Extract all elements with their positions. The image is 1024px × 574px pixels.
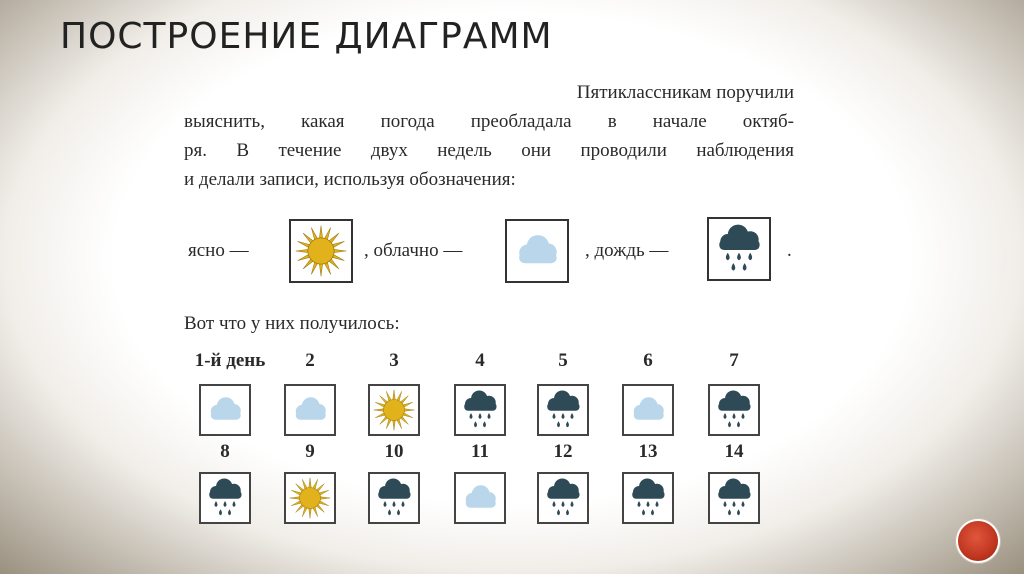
rain-cloud-icon <box>370 474 418 522</box>
legend-rain-label: , дождь — <box>585 240 669 261</box>
day-weather-cell <box>537 472 589 524</box>
rain-cloud-icon <box>539 386 587 434</box>
task-paragraph <box>184 78 794 194</box>
day-label: 8 <box>220 441 230 462</box>
day-label: 6 <box>643 350 653 371</box>
task-line-1: Пятиклассникам поручили <box>576 82 794 103</box>
day-label: 3 <box>389 350 399 371</box>
day-weather-cell <box>622 472 674 524</box>
legend-cloudy-box <box>505 219 569 283</box>
legend-end-mark: . <box>787 240 792 261</box>
next-slide-button[interactable] <box>958 521 998 561</box>
cloud-icon <box>456 474 504 522</box>
day-label: 13 <box>638 441 658 462</box>
day-weather-cell <box>284 472 336 524</box>
day-weather-cell <box>199 472 251 524</box>
day-weather-cell <box>454 472 506 524</box>
rain-cloud-icon <box>709 219 769 279</box>
day-weather-cell <box>368 472 420 524</box>
sun-icon <box>370 386 418 434</box>
day-label: 4 <box>475 350 485 371</box>
day-label: 10 <box>384 441 404 462</box>
sun-icon <box>286 474 334 522</box>
rain-cloud-icon <box>456 386 504 434</box>
day-label: 7 <box>729 350 739 371</box>
slide-title: ПОСТРОЕНИЕ ДИАГРАММ <box>60 16 553 57</box>
legend-cloudy-label: , облачно — <box>364 240 463 261</box>
day-weather-cell <box>284 384 336 436</box>
day-weather-cell <box>537 384 589 436</box>
task-line-4: и делали записи, используя обозначения: <box>184 169 516 190</box>
result-intro-text: Вот что у них получилось: <box>184 313 400 334</box>
day-label: 12 <box>553 441 573 462</box>
rain-cloud-icon <box>539 474 587 522</box>
day-label: 5 <box>558 350 568 371</box>
sun-icon <box>291 221 351 281</box>
legend-rain-box <box>707 217 771 281</box>
day-weather-cell <box>622 384 674 436</box>
task-line-3: ря. В течение двух недель они проводили наблюдения <box>184 140 794 161</box>
legend-clear-label: ясно — <box>188 240 249 261</box>
cloud-icon <box>624 386 672 434</box>
day-weather-cell <box>368 384 420 436</box>
day-label: 2 <box>305 350 315 371</box>
legend-clear-box <box>289 219 353 283</box>
day-weather-cell <box>454 384 506 436</box>
rain-cloud-icon <box>201 474 249 522</box>
cloud-icon <box>286 386 334 434</box>
cloud-icon <box>507 221 567 281</box>
day-weather-cell <box>708 384 760 436</box>
task-line-2: выяснить, какая погода преобладала в начале октяб- <box>184 111 794 132</box>
day-label: 11 <box>471 441 489 462</box>
day-label: 1-й день <box>194 350 266 371</box>
day-weather-cell <box>708 472 760 524</box>
rain-cloud-icon <box>624 474 672 522</box>
day-label: 14 <box>724 441 744 462</box>
day-label: 9 <box>305 441 315 462</box>
rain-cloud-icon <box>710 386 758 434</box>
cloud-icon <box>201 386 249 434</box>
rain-cloud-icon <box>710 474 758 522</box>
day-weather-cell <box>199 384 251 436</box>
